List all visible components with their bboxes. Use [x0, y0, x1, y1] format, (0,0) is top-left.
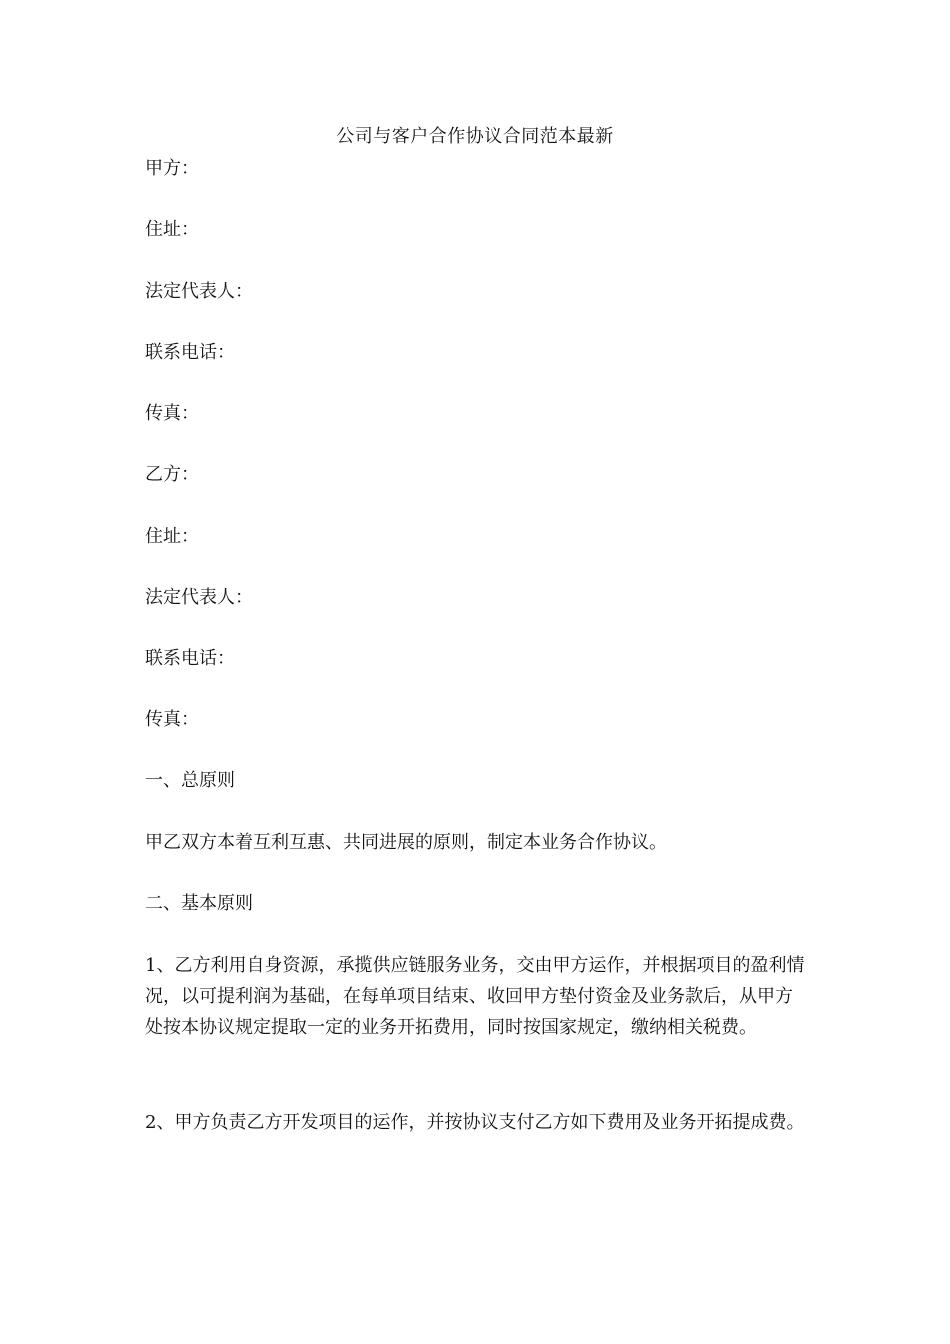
party-a-address-label: 住址： — [145, 219, 199, 240]
section1-body: 甲乙双方本着互利互惠、共同进展的原则，制定本业务合作协议。 — [145, 832, 667, 853]
party-a-phone-label: 联系电话： — [145, 342, 235, 363]
party-b-address-label: 住址： — [145, 526, 199, 547]
party-a-name-label: 甲方： — [145, 158, 199, 179]
party-a-fax-label: 传真： — [145, 403, 199, 424]
party-a-legal-rep-label: 法定代表人： — [145, 281, 253, 302]
document-title: 公司与客户合作协议合同范本最新 — [336, 126, 614, 147]
section1-heading: 一、总原则 — [145, 770, 235, 791]
party-b-legal-rep-label: 法定代表人： — [145, 587, 253, 608]
section2-clause2: 2、甲方负责乙方开发项目的运作，并按协议支付乙方如下费用及业务开拓提成费。 — [145, 1112, 805, 1133]
party-b-phone-label: 联系电话： — [145, 648, 235, 669]
section2-heading: 二、基本原则 — [145, 893, 253, 914]
section2-clause1: 1、乙方利用自身资源，承揽供应链服务业务，交由甲方运作，并根据项目的盈利情况，以可提利润为基础，在每单项目结束、收回甲方垫付资金及业务款后，从甲方处按本协议规定提取一定的业务开拓费用，同时按国家规定，缴纳相关税费。 — [145, 955, 805, 1038]
party-b-name-label: 乙方： — [145, 464, 199, 485]
party-b-fax-label: 传真： — [145, 709, 199, 730]
